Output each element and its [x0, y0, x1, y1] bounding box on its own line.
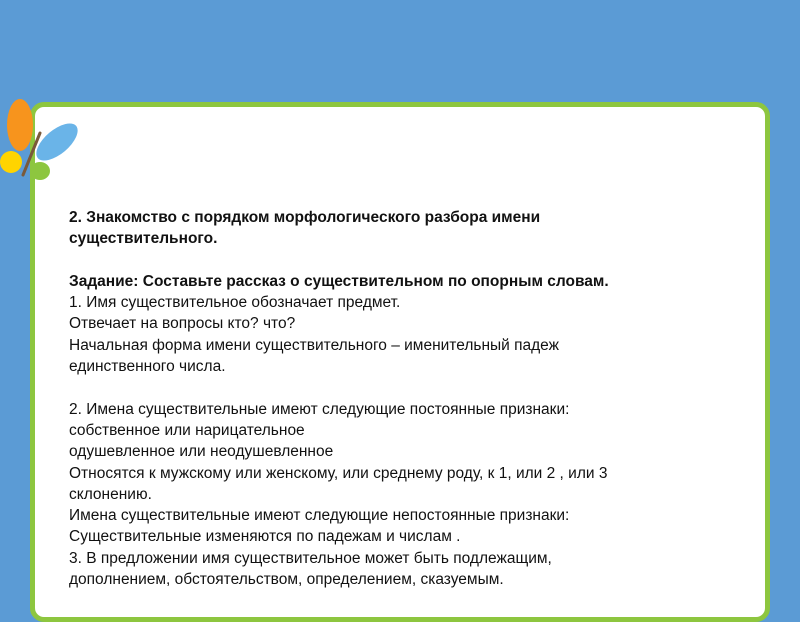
green-petal-shape — [30, 162, 50, 180]
section1-line: Начальная форма имени существительного – именительный падеж — [69, 336, 559, 354]
slide-text — [69, 207, 749, 590]
heading-line: 2. Знакомство с порядком морфологического разбора имени — [69, 209, 541, 226]
section2-line: собственное или нарицательное — [69, 421, 305, 439]
spacer — [69, 377, 749, 398]
section2-line: склонению. — [69, 485, 152, 503]
section1-line: 1. Имя существительное обозначает предмет. — [69, 294, 401, 312]
section1-line: Отвечает на вопросы кто? что? — [69, 315, 296, 333]
yellow-petal-shape — [0, 151, 22, 173]
heading-line: существительного. — [69, 230, 218, 248]
task-title: Задание: Составьте рассказ о существительном по опорным словам. — [69, 272, 609, 290]
orange-petal-shape — [7, 99, 33, 151]
butterfly-icon — [0, 95, 90, 190]
section2-line: дополнением, обстоятельством, определением, сказуемым. — [69, 571, 504, 589]
section2-line: 3. В предложении имя существительное может быть подлежащим, — [69, 549, 552, 567]
spacer — [69, 250, 749, 271]
section2-line: Относятся к мужскому или женскому, или среднему роду, к 1, или 2 , или 3 — [69, 464, 608, 482]
blue-petal-shape — [30, 117, 84, 168]
section2-line: Существительные изменяются по падежам и числам . — [69, 528, 461, 546]
section2-line: 2. Имена существительные имеют следующие постоянные признаки: — [69, 400, 570, 418]
section2-line: Имена существительные имеют следующие непостоянные признаки: — [69, 507, 570, 525]
section1-line: единственного числа. — [69, 358, 226, 376]
section2-line: одушевленное или неодушевленное — [69, 443, 334, 461]
